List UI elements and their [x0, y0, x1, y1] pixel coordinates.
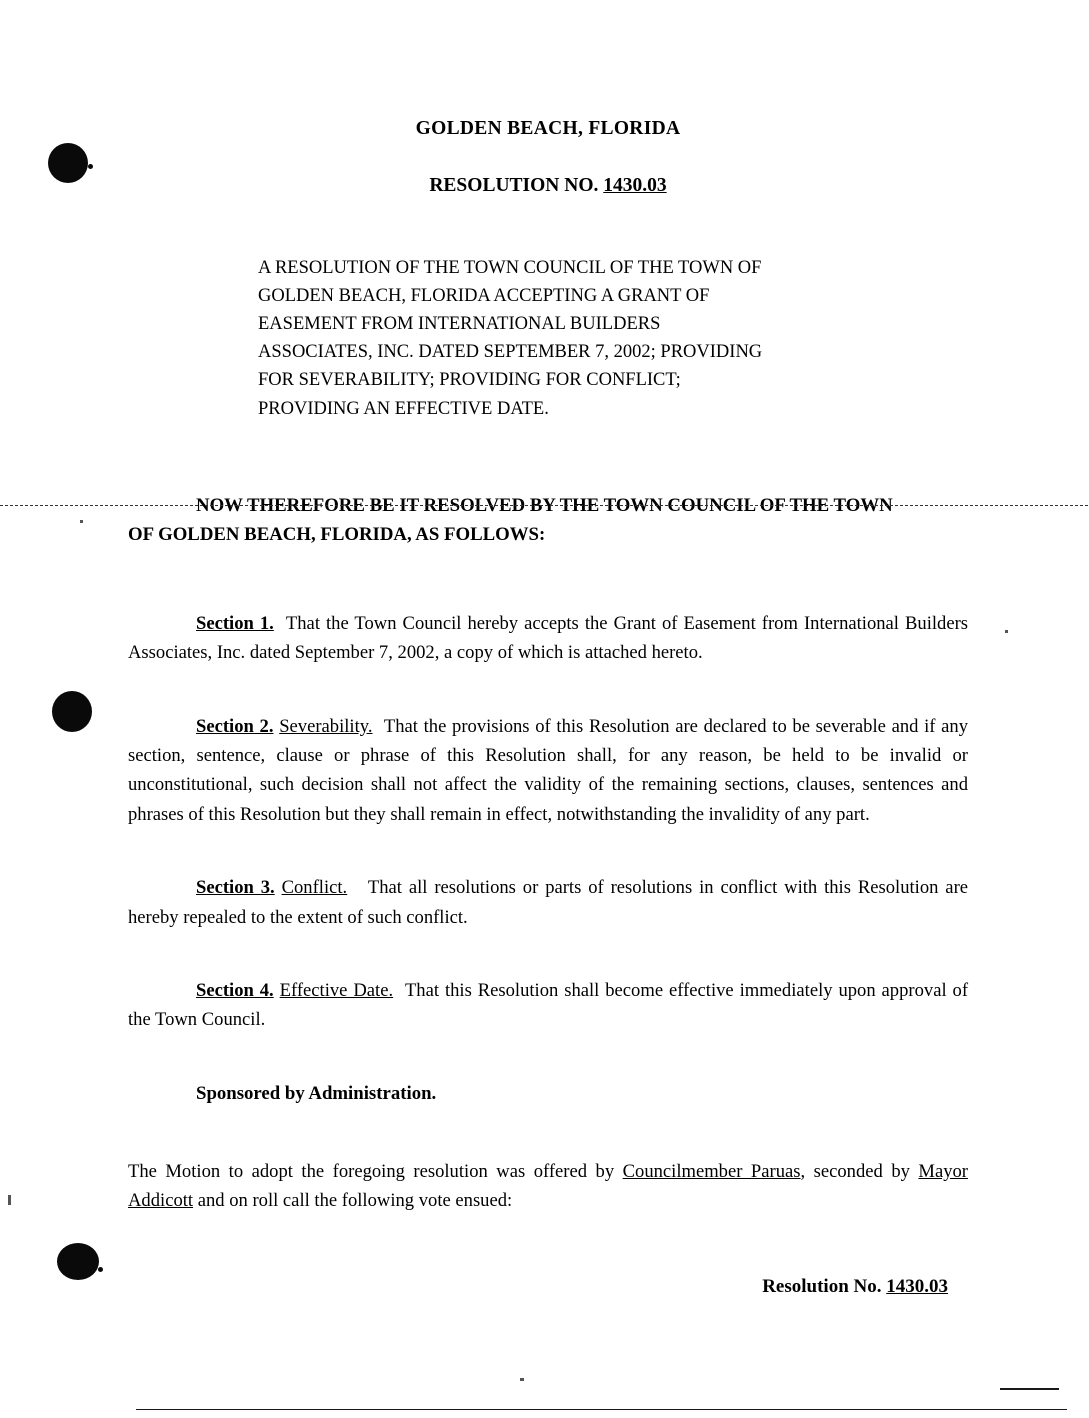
- section-2-heading: Section 2.: [196, 715, 274, 737]
- resolution-label: RESOLUTION NO.: [429, 175, 599, 196]
- preamble-line: ASSOCIATES, INC. DATED SEPTEMBER 7, 2002; PROVIDING: [258, 342, 763, 363]
- scan-speck-top: [88, 164, 93, 169]
- preamble-block: [258, 254, 838, 423]
- preamble-line: GOLDEN BEACH, FLORIDA ACCEPTING A GRANT OF: [258, 286, 710, 307]
- resolution-number: 1430.03: [603, 175, 667, 196]
- scan-artifact-line: [0, 505, 1088, 507]
- footer-label: Resolution No.: [762, 1276, 882, 1298]
- scan-speck-left-b: [8, 1195, 11, 1205]
- motion-paragraph: [128, 1157, 968, 1217]
- section-3: [128, 873, 968, 932]
- section-3-subheading: Conflict.: [281, 877, 348, 899]
- enacting-clause: [128, 491, 968, 549]
- page-bottom-rule: [136, 1409, 1067, 1410]
- hole-punch-mark-middle: [52, 691, 92, 732]
- preamble-line: A RESOLUTION OF THE TOWN COUNCIL OF THE TOWN OF: [258, 258, 762, 278]
- preamble-line: PROVIDING AN EFFECTIVE DATE.: [258, 398, 549, 419]
- sponsored-by-line: Sponsored by Administration.: [196, 1082, 437, 1104]
- section-3-text: That all resolutions or parts of resolutions in conflict with this Resolution are hereby repealed to the extent of such conflict.: [128, 877, 969, 928]
- section-3-heading: Section 3.: [196, 877, 275, 899]
- section-4-heading: Section 4.: [196, 979, 274, 1001]
- hole-punch-mark-top: [48, 143, 88, 183]
- section-1-text: That the Town Council hereby accepts the Grant of Easement from International Builders Associates, Inc. dated September 7, 2002, a copy of which is attached hereto.: [128, 612, 969, 664]
- motion-part-3: and on roll call the following vote ensued:: [193, 1190, 513, 1212]
- hole-punch-mark-bottom: [57, 1243, 99, 1280]
- footer-number: 1430.03: [886, 1276, 948, 1298]
- city-header: GOLDEN BEACH, FLORIDA: [415, 118, 681, 139]
- section-1: [128, 609, 968, 668]
- section-2: [128, 712, 968, 830]
- scan-speck-left-a: [80, 520, 83, 523]
- footer-resolution-number: [128, 1276, 968, 1298]
- document-body: [128, 0, 968, 1298]
- page-bottom-rule-right: [1000, 1388, 1059, 1390]
- enacting-line-2: OF GOLDEN BEACH, FLORIDA, AS FOLLOWS:: [128, 523, 546, 545]
- scan-speck-bottom: [98, 1267, 103, 1272]
- section-4: [128, 976, 968, 1035]
- preamble-line: FOR SEVERABILITY; PROVIDING FOR CONFLICT;: [258, 370, 681, 391]
- section-4-text: That this Resolution shall become effective immediately upon approval of the Town Council.: [128, 979, 969, 1031]
- enacting-line-1: NOW THEREFORE BE IT RESOLVED BY THE TOWN COUNCIL OF THE TOWN: [196, 494, 893, 516]
- scan-speck-right-a: [1005, 630, 1008, 633]
- section-2-text: That the provisions of this Resolution are declared to be severable and if any section, sentence, clause or phrase of this Resolution shall, for any reason, be held to be invalid or unconstitutional, such decision shall not affect the validity of the remaining sections, clauses, sentences and phrases of this Resolution but they shall remain in effect, notwithstanding the invalidity of any part.: [128, 715, 968, 825]
- motion-part-2: , seconded by: [800, 1160, 919, 1182]
- motion-seconded-by: Mayor Addicott: [128, 1160, 968, 1212]
- motion-offered-by: Councilmember Paruas: [622, 1160, 801, 1182]
- resolution-number-line: [128, 175, 968, 197]
- scan-speck-bottom-center: [520, 1378, 524, 1381]
- section-2-subheading: Severability.: [279, 715, 373, 737]
- section-4-subheading: Effective Date.: [279, 979, 394, 1001]
- motion-part-1: The Motion to adopt the foregoing resolution was offered by: [128, 1160, 623, 1182]
- preamble-line: EASEMENT FROM INTERNATIONAL BUILDERS: [258, 314, 661, 335]
- section-1-heading: Section 1.: [196, 612, 274, 634]
